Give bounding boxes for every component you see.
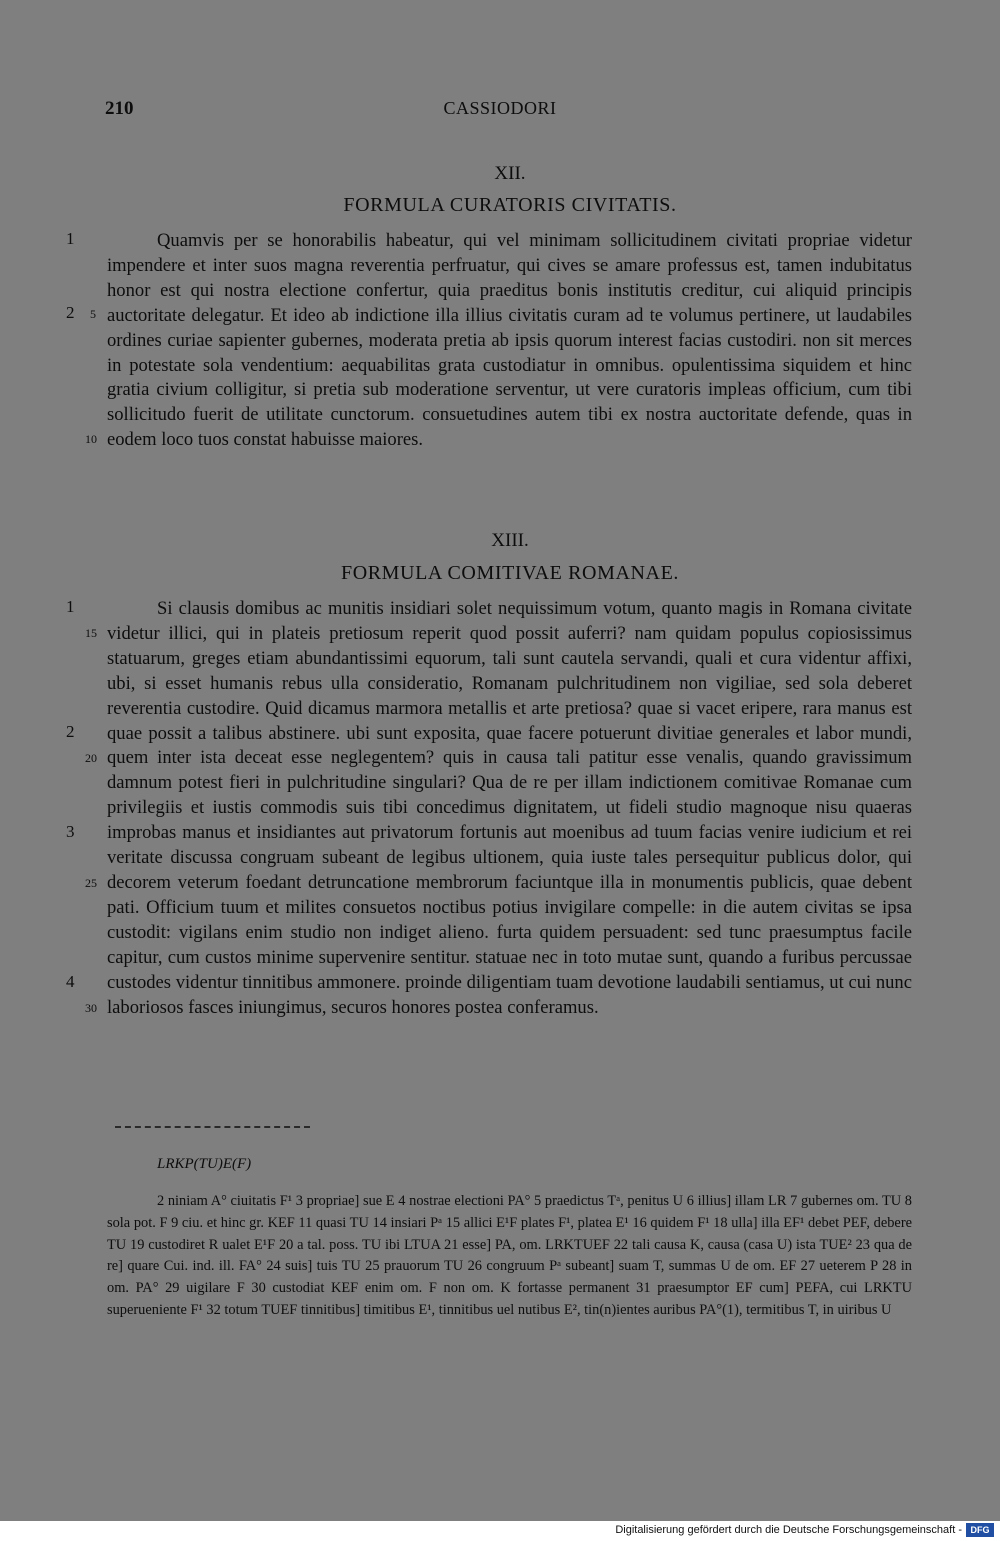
- section-12-number: XII.: [494, 163, 526, 184]
- section-13-body: [107, 597, 912, 1020]
- running-title: CASSIODORI: [443, 98, 557, 118]
- line-number: 10: [85, 432, 97, 446]
- section-12-body: [107, 229, 912, 453]
- apparatus-notes: 2 niniam A° ciuitatis F¹ 3 propriae] sue E 4 nostrae electioni PA° 5 praedictus Tᵃ, penitus U 6 illius] illam LR 7 gubernes om. TU 8 sola pot. F 9 ciu. et hinc gr. KEF 11 quasi TU 14 insiari Pᵃ 15 allici E¹F plates F¹, platea E¹ 16 quidem F¹ 18 ulla] illa EF¹ debet PEF, debere TU 19 custodiret R ualet E¹F 20 a tal. poss. TU ibi LTUA 21 esse] PA, om. LRKTUEF 22 tali causa K, causa (casa U) ista TUE² 23 qua de re] quare Cui. ind. ill. FA° 24 suis] tuis TU 25 prauorum TU 26 congruum Pᵃ subeant] suam T, summas U de om. EF 27 ueterem P 28 in om. PA° 29 uigilare F 30 custodiat KEF enim om. F non om. K fortasse permanent 31 praesumptor EF cum] PEFA, cui LRKTU superueniente F¹ 32 totum TUEF tinnitibus] timitibus E¹, tinnitibus uel nutibus E², tin(n)ientes auribus PA°(1), termitibus T, in uiribus U: [107, 1193, 912, 1318]
- paragraph-number: 1: [66, 229, 75, 248]
- paragraph-number: 2: [66, 722, 75, 741]
- line-number: 20: [85, 751, 97, 765]
- section-13-paragraph: Si clausis domibus ac munitis insidiari solet nequissimum votum, quanto magis in Romana civitate videtur illici, qui in plateis pretiosum reperit quod possit auferri? nam quidam populus copiosissimus statuarum, greges etiam abundantissimi equorum, tali sunt cautela servandi, quali et cura videntur affixi, ubi, si esset humanis rebus ulla consideratio, Romanam pulchritudinem non vigiliae, sed sola deberet reverentia custodire. Quid dicamus marmora metallis et arte pretiosa? quae si vacet eripere, rara manus est quae possit a talibus abstinere. ubi sunt exposita, quae facere potuerunt divitiae generales et labor mundi, quem inter ista deceat esse neglegentem? quis in causa tali patitur esse venalis, quando gravissimum damnum potest fieri in pulchritudine singulari? Qua de re per illam indictionem comitivae Romanae cum privilegiis et iustis commodis suis tibi concedimus dignitatem, ut fideli studio magnoque nisu quaeras improbas manus et insidiantes aut privatorum fortunis aut moenibus ad tuum facias venire iudicium et rei veritate discussa congruam subeant de legibus ultionem, quia iuste tales persequitur publicus dolor, qui decorem veterum foedant detruncatione membrorum faciuntque illa in monumentis publicis, quae debent pati. Officium tuum et milites consuetos noctibus potius invigilare compelle: in die autem civitas se ipsa custodit: vigilans enim studio non indiget alieno. furta quidem persuadent: sed tunc praesumptus facile capitur, cum custos minime supervenire sentitur. statuae nec in toto mutae sunt, quando a furibus percussae custodes videntur tinnitibus ammonere. proinde diligentiam tuam devotione laudabili sentiamus, ut cui nunc laboriosos fasces iniungimus, securos honores postea conferamus.: [107, 598, 912, 1018]
- paragraph-number: 1: [66, 597, 75, 616]
- page-number: 210: [105, 98, 134, 119]
- section-13-title: FORMULA COMITIVAE ROMANAE.: [340, 562, 680, 584]
- apparatus-divider: [115, 1126, 310, 1128]
- line-number: 15: [85, 626, 97, 640]
- line-number: 30: [85, 1001, 97, 1015]
- section-12-title: FORMULA CURATORIS CIVITATIS.: [343, 194, 677, 216]
- section-13-number: XIII.: [491, 530, 529, 551]
- paragraph-number: 4: [66, 972, 75, 991]
- line-number: 25: [85, 876, 97, 890]
- dfg-logo: DFG: [966, 1523, 994, 1537]
- section-12-paragraph: Quamvis per se honorabilis habeatur, qui vel minimam sollicitudinem civitati propriae videtur impendere et inter suos magna reverentia perfruatur, qui cives se amare professus est, tamen indubitatus honor est qui nostra electione confertur, quia praeditus bonis institutis creditur, cui aliquid principis auctoritate delegatur. Et ideo ab indictione illa illius civitatis curam ad te volumus pertinere, ut laudabiles ordines curiae sapienter gubernes, moderata pretia ab ipsis quorum interest facias custodiri. non sit merces in potestate sola vendentium: aequabilitas grata custodiatur in omnibus. opulentissima siquidem et hinc gratia civium colligitur, si pretia sub moderatione serventur, ut vere curatoris impleas officium, cum tibi sollicitudo fuerit de utilitate cunctorum. consuetudines autem tibi ex nostra auctoritate defende, quas in eodem loco tuos constat habuisse maiores.: [107, 230, 912, 451]
- line-number: 5: [90, 307, 96, 321]
- funding-credit: Digitalisierung gefördert durch die Deutsche Forschungsgemeinschaft -: [615, 1524, 962, 1536]
- paragraph-number: 2: [66, 303, 75, 322]
- apparatus-sigla: LRKP(TU)E(F): [157, 1156, 252, 1172]
- critical-apparatus: [107, 1191, 912, 1322]
- paragraph-number: 3: [66, 822, 75, 841]
